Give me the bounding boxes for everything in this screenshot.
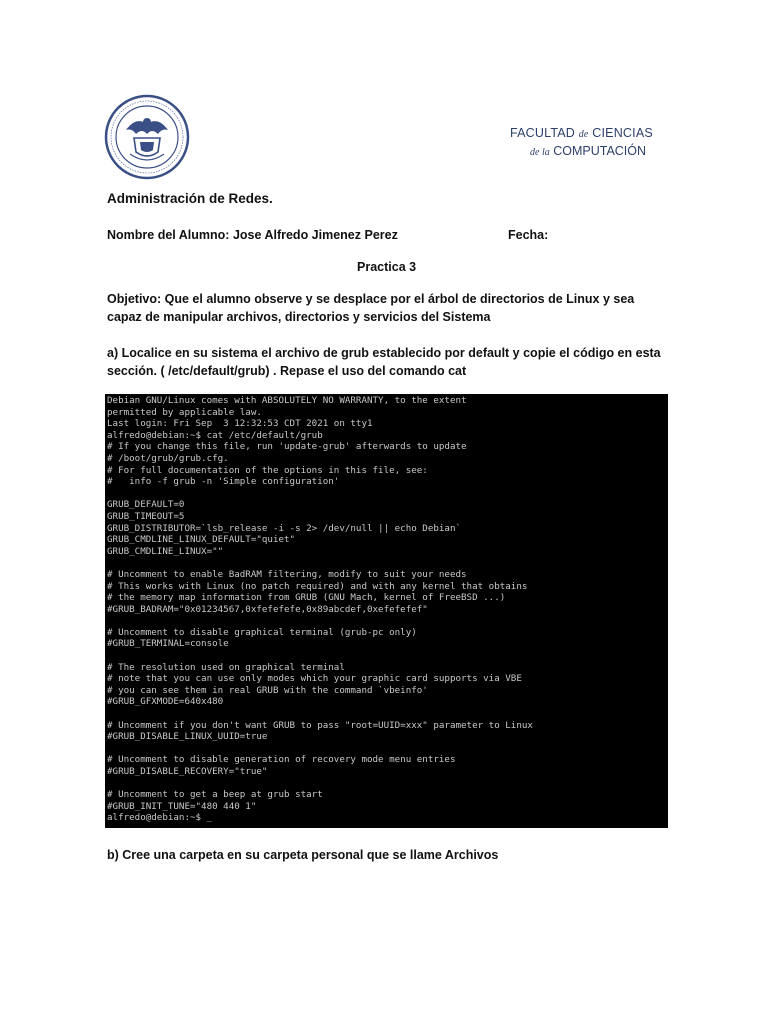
terminal-screenshot bbox=[105, 394, 668, 828]
practice-title: Practica 3 bbox=[357, 260, 417, 274]
terminal-line bbox=[107, 778, 666, 790]
date-label: Fecha: bbox=[508, 228, 549, 242]
faculty-word: FACULTAD bbox=[510, 126, 576, 140]
terminal-line: # If you change this file, run 'update-grub' afterwards to update bbox=[107, 441, 467, 453]
faculty-word: COMPUTACIÓN bbox=[553, 144, 647, 158]
terminal-line: alfredo@debian:~$ cat /etc/default/grub bbox=[107, 429, 323, 441]
faculty-word: CIENCIAS bbox=[592, 126, 653, 140]
objective-paragraph: Objetivo: Que el alumno observe y se desplace por el árbol de directorios de Linux y sea capaz de manipular archivos, directorios y servicios del Sistema bbox=[107, 292, 635, 324]
task-a-instruction bbox=[107, 344, 667, 380]
course-title: Administración de Redes. bbox=[107, 191, 273, 206]
terminal-line: GRUB_TIMEOUT=5 bbox=[107, 510, 185, 522]
terminal-line: GRUB_CMDLINE_LINUX="" bbox=[107, 545, 224, 557]
terminal-line: alfredo@debian:~$ _ bbox=[107, 812, 213, 824]
terminal-line: # Uncomment if you don't want GRUB to pass "root=UUID=xxx" parameter to Linux bbox=[107, 719, 533, 731]
terminal-line: permitted by applicable law. bbox=[107, 406, 262, 418]
task-a-text: a) Localice en su sistema el archivo de grub establecido por default y copie el código en esta sección. ( /etc/default/grub) . bbox=[107, 346, 661, 378]
terminal-line: #GRUB_BADRAM="0x01234567,0xfefefefe,0x89abcdef,0xefefefef" bbox=[107, 603, 428, 615]
terminal-line bbox=[107, 557, 666, 569]
faculty-connector: de bbox=[578, 129, 589, 140]
terminal-line: # you can see them in real GRUB with the command `vbeinfo' bbox=[107, 684, 428, 696]
terminal-line: #GRUB_GFXMODE=640x480 bbox=[107, 696, 224, 708]
terminal-line: GRUB_DEFAULT=0 bbox=[107, 499, 185, 511]
terminal-line: # The resolution used on graphical terminal bbox=[107, 661, 345, 673]
terminal-line bbox=[107, 488, 666, 500]
faculty-connector: de la bbox=[530, 147, 550, 158]
faculty-logo bbox=[510, 125, 653, 161]
terminal-line: #GRUB_DISABLE_LINUX_UUID=true bbox=[107, 731, 268, 743]
terminal-line: #GRUB_DISABLE_RECOVERY="true" bbox=[107, 766, 268, 777]
terminal-line: # Uncomment to disable generation of recovery mode menu entries bbox=[107, 754, 456, 766]
terminal-line bbox=[107, 743, 666, 755]
terminal-line: #GRUB_INIT_TUNE="480 440 1" bbox=[107, 800, 257, 812]
terminal-line: GRUB_DISTRIBUTOR=`lsb_release -i -s 2> /dev/null || echo Debian` bbox=[107, 522, 462, 534]
terminal-line: # the memory map information from GRUB (GNU Mach, kernel of FreeBSD ...) bbox=[107, 592, 506, 604]
terminal-output bbox=[105, 394, 668, 825]
student-name: Jose Alfredo Jimenez Perez bbox=[232, 228, 398, 242]
university-seal-logo bbox=[104, 94, 190, 180]
terminal-line: # For full documentation of the options in this file, see: bbox=[107, 464, 428, 476]
task-b-instruction bbox=[107, 846, 498, 864]
terminal-line: # info -f grub -n 'Simple configuration' bbox=[107, 476, 340, 488]
faculty-logo-line1 bbox=[510, 125, 653, 143]
terminal-line: # /boot/grub/grub.cfg. bbox=[107, 452, 229, 464]
faculty-logo-line2 bbox=[510, 143, 647, 161]
terminal-line: # Uncomment to get a beep at grub start bbox=[107, 789, 323, 801]
terminal-line bbox=[107, 650, 666, 662]
terminal-line: # Uncomment to enable BadRAM filtering, modify to suit your needs bbox=[107, 568, 467, 580]
terminal-line: #GRUB_TERMINAL=console bbox=[107, 638, 229, 650]
task-b-text: b) Cree una carpeta en su carpeta personal que se llame Archivos bbox=[107, 848, 499, 862]
terminal-line: # This works with Linux (no patch required) and with any kernel that obtains bbox=[107, 580, 528, 592]
terminal-line: Debian GNU/Linux comes with ABSOLUTELY NO WARRANTY, to the extent bbox=[107, 395, 467, 406]
terminal-line: Last login: Fri Sep 3 12:32:53 CDT 2021 on tty1 bbox=[107, 418, 373, 430]
student-label: Nombre del Alumno: bbox=[107, 228, 230, 242]
terminal-line: # note that you can use only modes which your graphic card supports via VBE bbox=[107, 673, 522, 685]
terminal-line: # Uncomment to disable graphical terminal (grub-pc only) bbox=[107, 626, 417, 638]
task-a-cat-hint: Repase el uso del comando cat bbox=[279, 364, 467, 378]
student-line bbox=[107, 226, 398, 244]
terminal-line bbox=[107, 708, 666, 720]
terminal-line: GRUB_CMDLINE_LINUX_DEFAULT="quiet" bbox=[107, 534, 296, 546]
terminal-line bbox=[107, 615, 666, 627]
